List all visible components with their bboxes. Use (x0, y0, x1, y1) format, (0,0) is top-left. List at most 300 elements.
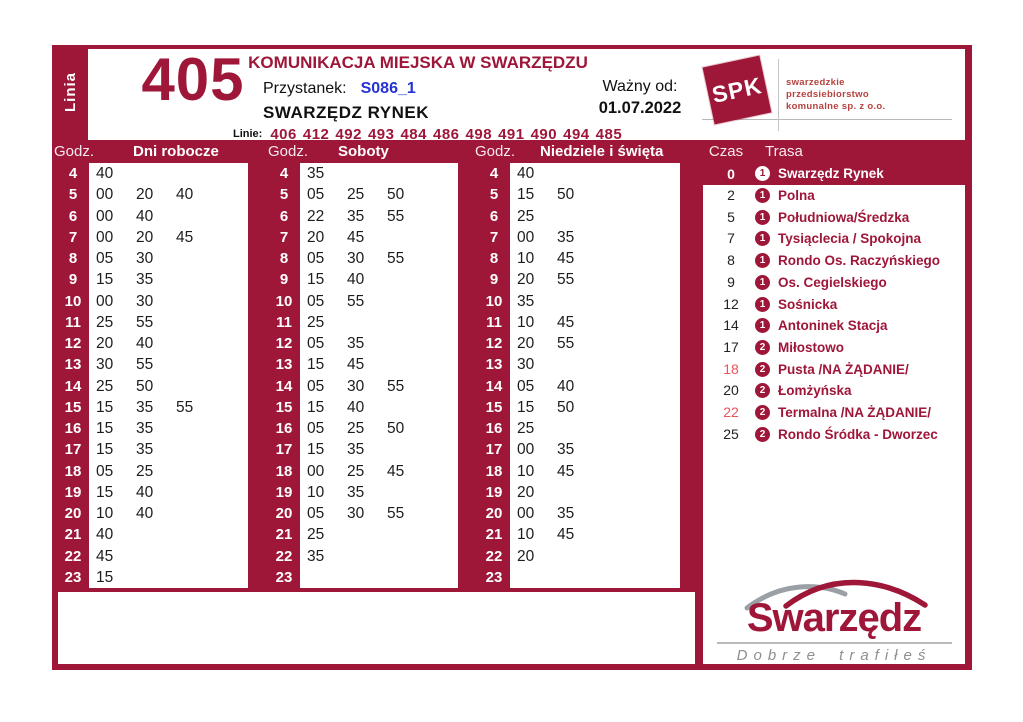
zone-badge-icon: 2 (755, 405, 770, 420)
minute-value: 25 (517, 207, 535, 225)
minute-value: 25 (347, 420, 365, 437)
minute-value: 45 (347, 228, 365, 246)
route-stop-name: Termalna /NA ŻĄDANIE/ (778, 405, 932, 420)
route-stop-row (703, 315, 965, 337)
minute-row (89, 206, 248, 227)
hour-cell: 17 (485, 441, 503, 459)
route-stop-time: 20 (723, 382, 739, 399)
hour-cell: 22 (275, 547, 293, 565)
minute-value: 55 (136, 313, 154, 331)
minute-value: 05 (307, 335, 325, 352)
route-stop-name: Polna (778, 188, 815, 203)
route-stop-name: Swarzędz Rynek (778, 166, 884, 181)
minute-value: 15 (307, 271, 325, 289)
route-stop-row (703, 185, 965, 207)
minute-row (510, 376, 680, 397)
city-brand-logo (703, 575, 965, 664)
minute-value: 35 (557, 441, 575, 459)
minute-value: 50 (557, 398, 575, 416)
minute-value: 50 (557, 186, 575, 204)
connecting-line-number: 491 (498, 126, 525, 143)
minute-row (89, 524, 248, 545)
minute-row (89, 546, 248, 567)
valid-from-label: Ważny od: (602, 78, 678, 95)
zone-badge-icon: 1 (755, 188, 770, 203)
minute-value: 15 (96, 398, 114, 416)
hour-cell: 23 (64, 568, 82, 586)
minute-value: 00 (96, 292, 114, 310)
minute-value: 45 (387, 462, 405, 480)
minute-value: 15 (307, 398, 325, 416)
minute-row (510, 248, 680, 269)
minute-value: 20 (307, 228, 325, 246)
hour-cell: 13 (275, 356, 293, 374)
minute-value: 25 (517, 420, 535, 437)
minute-row (300, 269, 458, 290)
minute-row (300, 184, 458, 205)
minute-value: 15 (96, 568, 114, 586)
hour-cell: 19 (64, 483, 82, 501)
hour-cell: 23 (485, 568, 503, 586)
route-stop-row (703, 380, 965, 402)
minute-value: 20 (517, 547, 535, 565)
minute-row (510, 291, 680, 312)
connecting-lines-label: Linie: (233, 128, 263, 140)
poster-frame (52, 45, 972, 670)
minute-value: 20 (96, 335, 114, 352)
minute-value: 30 (136, 250, 154, 267)
zone-badge-icon: 1 (755, 210, 770, 225)
minute-value: 40 (176, 186, 194, 204)
minute-row (89, 333, 248, 354)
minute-value: 30 (96, 356, 114, 374)
minute-value: 50 (387, 420, 405, 437)
minute-value: 20 (517, 271, 535, 289)
minute-value: 00 (96, 207, 114, 225)
hour-cell: 15 (64, 398, 82, 416)
hour-cell: 16 (275, 420, 293, 437)
minute-value: 25 (96, 313, 114, 331)
minute-row (510, 206, 680, 227)
hour-cell: 9 (489, 271, 499, 289)
minute-value: 00 (307, 462, 325, 480)
hour-cell: 9 (279, 271, 289, 289)
connecting-line-number: 498 (465, 126, 493, 143)
route-time-header: Czas (708, 143, 744, 160)
minute-value: 05 (307, 250, 325, 267)
hour-cell: 8 (489, 250, 499, 267)
hour-cell: 14 (485, 377, 503, 395)
minute-value: 55 (557, 271, 575, 289)
day-type-header-workdays: Dni robocze (133, 143, 219, 160)
minute-row (510, 227, 680, 248)
minute-row (89, 397, 248, 418)
minute-value: 40 (136, 483, 154, 501)
minute-value: 40 (96, 526, 114, 544)
minute-value: 35 (347, 483, 365, 501)
minute-row (300, 418, 458, 439)
route-stop-name: Antoninek Stacja (778, 318, 888, 334)
route-stop-name: Południowa/Średzka (778, 209, 910, 225)
minute-value: 35 (307, 547, 325, 565)
minute-value: 55 (176, 398, 194, 416)
route-stop-time: 2 (727, 187, 735, 203)
hour-cell: 18 (275, 462, 293, 480)
spk-company-line: komunalne sp. z o.o. (786, 101, 886, 112)
route-stop-name: Tysiąclecia / Spokojna (778, 231, 922, 247)
minute-row (89, 461, 248, 482)
minute-row (300, 354, 458, 375)
minute-value: 20 (136, 186, 154, 204)
minute-value: 45 (557, 250, 575, 267)
hours-header-saturdays: Godz. (267, 143, 309, 160)
minute-row (510, 397, 680, 418)
minute-value: 25 (307, 526, 325, 544)
minute-row (510, 163, 680, 184)
spk-company-name (786, 77, 885, 113)
hour-cell: 11 (486, 313, 502, 331)
minute-row (89, 482, 248, 503)
minute-row (89, 291, 248, 312)
minute-value: 40 (557, 377, 575, 395)
minute-row (510, 439, 680, 460)
hour-cell: 21 (485, 526, 503, 544)
hour-cell: 5 (279, 186, 289, 204)
minute-row (510, 503, 680, 524)
minute-value: 35 (136, 271, 154, 289)
minute-value: 25 (347, 186, 365, 204)
minute-value: 25 (307, 313, 325, 331)
header (88, 46, 965, 143)
hour-cell: 7 (279, 228, 289, 246)
route-stop-row (703, 228, 965, 250)
minute-value: 15 (307, 356, 325, 374)
hour-cell: 20 (275, 505, 293, 522)
connecting-line-number: 492 (335, 126, 362, 143)
minute-value: 40 (347, 271, 365, 289)
route-stop-time: 18 (723, 360, 739, 377)
hour-cell: 5 (489, 186, 499, 204)
connecting-line-number: 484 (400, 126, 427, 143)
page-title: KOMUNIKACJA MIEJSKA W SWARZĘDZU (248, 53, 588, 72)
route-stop-row (703, 424, 965, 446)
minute-value: 35 (136, 420, 154, 437)
hour-cell: 11 (65, 313, 81, 331)
minute-row (510, 461, 680, 482)
minute-row (510, 482, 680, 503)
minute-value: 30 (347, 250, 365, 267)
minute-value: 05 (517, 377, 535, 395)
hour-cell: 8 (68, 250, 78, 267)
line-side-tab-label: Linia (61, 72, 79, 113)
hour-cell: 7 (68, 228, 78, 246)
connecting-line-number: 494 (563, 126, 590, 143)
zone-badge-icon: 1 (755, 253, 770, 268)
minute-row (89, 248, 248, 269)
zone-badge-icon: 1 (755, 231, 770, 246)
minute-value: 15 (96, 483, 114, 501)
route-stop-row (703, 250, 965, 272)
zone-badge-icon: 1 (755, 166, 770, 181)
minute-value: 55 (387, 377, 405, 395)
minute-value: 35 (307, 165, 325, 182)
timetable-minutes-panel (89, 163, 248, 588)
hour-cell: 11 (276, 313, 292, 331)
zone-badge-icon: 2 (755, 340, 770, 355)
minute-row (300, 333, 458, 354)
minute-value: 10 (96, 505, 114, 522)
route-stop-row (703, 294, 965, 316)
hour-cell: 20 (64, 505, 82, 522)
zone-badge-icon: 2 (755, 362, 770, 377)
minute-value: 35 (557, 228, 575, 246)
hour-cell: 16 (485, 420, 503, 437)
minute-value: 15 (96, 441, 114, 459)
minute-value: 15 (517, 186, 535, 204)
minute-row (510, 418, 680, 439)
zone-badge-icon: 1 (755, 297, 770, 312)
hour-cell: 12 (64, 335, 82, 352)
minute-row (300, 482, 458, 503)
hours-header-sundays: Godz. (474, 143, 516, 160)
minute-value: 05 (307, 292, 325, 310)
minute-row (89, 163, 248, 184)
day-type-header-saturdays: Soboty (338, 143, 389, 160)
minute-row (89, 503, 248, 524)
minute-value: 30 (136, 292, 154, 310)
minute-row (300, 291, 458, 312)
minute-value: 10 (517, 250, 535, 267)
minute-row (300, 461, 458, 482)
minute-value: 40 (347, 398, 365, 416)
hour-cell: 23 (275, 568, 293, 586)
zone-badge-icon: 1 (755, 318, 770, 333)
minute-row (510, 312, 680, 333)
hour-cell: 18 (485, 462, 503, 480)
route-stop-row (703, 359, 965, 381)
minute-value: 55 (557, 335, 575, 352)
minute-value: 05 (96, 462, 114, 480)
minute-row (89, 567, 248, 588)
minute-row (300, 206, 458, 227)
hour-cell: 19 (275, 483, 293, 501)
minute-row (89, 354, 248, 375)
hour-cell: 5 (68, 186, 78, 204)
minute-value: 25 (136, 462, 154, 480)
hour-cell: 10 (275, 292, 293, 310)
route-stop-time: 8 (727, 252, 735, 269)
minute-value: 30 (347, 377, 365, 395)
minute-value: 45 (557, 526, 575, 544)
spk-company-line: swarzedzkie (786, 77, 845, 88)
connecting-line-number: 406 (270, 126, 297, 143)
minute-value: 05 (307, 186, 325, 204)
route-stop-name: Rondo Os. Raczyńskiego (778, 253, 941, 269)
minute-value: 55 (387, 207, 405, 225)
minute-value: 15 (96, 420, 114, 437)
hour-cell: 8 (279, 250, 289, 267)
minute-row (89, 418, 248, 439)
route-stop-name: Rondo Śródka - Dworzec (778, 426, 938, 442)
minute-value: 15 (307, 441, 325, 459)
minute-value: 00 (96, 228, 114, 246)
zone-badge-icon: 2 (755, 383, 770, 398)
route-panel (703, 185, 965, 664)
hour-cell: 17 (275, 441, 293, 459)
minute-row (89, 227, 248, 248)
minute-value: 40 (136, 505, 154, 522)
hour-cell: 10 (64, 292, 82, 310)
route-stop-name: Łomżyńska (778, 383, 852, 399)
column-headers-bar (52, 140, 972, 163)
minute-value: 45 (557, 313, 575, 331)
hour-cell: 6 (489, 207, 499, 225)
hour-cell: 4 (279, 165, 289, 182)
minute-row (300, 397, 458, 418)
hour-cell: 21 (64, 526, 82, 544)
brand-name: Swarzędz (746, 596, 922, 640)
hour-cell: 4 (68, 165, 78, 182)
hour-cell: 22 (485, 547, 503, 565)
route-stop-time: 12 (723, 295, 739, 312)
minute-value: 50 (387, 186, 405, 204)
hour-cell: 13 (485, 356, 503, 374)
minute-value: 50 (136, 377, 154, 395)
hour-cell: 15 (485, 398, 503, 416)
spk-diamond-icon (703, 56, 772, 125)
minute-row (89, 312, 248, 333)
minute-value: 45 (557, 462, 575, 480)
minute-value: 10 (517, 526, 535, 544)
minute-value: 45 (347, 356, 365, 374)
hour-cell: 7 (489, 228, 499, 246)
minute-row (300, 503, 458, 524)
hours-header-workdays: Godz. (53, 143, 95, 160)
hour-cell: 22 (64, 547, 82, 565)
hour-cell: 12 (485, 335, 503, 352)
route-stop-time: 22 (723, 404, 739, 420)
route-stop-time: 9 (727, 273, 735, 290)
minute-value: 55 (387, 250, 405, 267)
hour-cell: 13 (64, 356, 82, 374)
valid-from (582, 78, 698, 118)
minute-value: 00 (96, 186, 114, 204)
connecting-line-number: 485 (595, 126, 623, 143)
minute-value: 00 (517, 441, 535, 459)
minute-value: 35 (347, 335, 365, 352)
hour-cell: 9 (68, 271, 78, 289)
minute-value: 55 (347, 292, 365, 310)
route-stop-time: 0 (727, 166, 735, 182)
spk-logo (694, 55, 960, 137)
day-type-header-sundays: Niedziele i święta (540, 143, 664, 160)
minute-value: 55 (136, 356, 154, 374)
hour-cell: 12 (275, 335, 293, 352)
brand-tagline: Dobrze trafiłeś (736, 646, 932, 664)
minute-row (300, 567, 458, 588)
route-stop-time: 7 (727, 230, 735, 247)
hour-cell: 14 (64, 377, 82, 395)
minute-value: 22 (307, 207, 325, 225)
minute-value: 05 (307, 505, 325, 522)
route-stop-name: Miłostowo (778, 339, 844, 355)
minute-value: 05 (307, 420, 325, 437)
line-side-tab (52, 45, 88, 140)
minute-value: 35 (347, 441, 365, 459)
hour-cell: 6 (68, 207, 78, 225)
minute-value: 10 (307, 483, 325, 501)
minute-value: 05 (96, 250, 114, 267)
minute-value: 05 (307, 377, 325, 395)
minute-row (300, 163, 458, 184)
minute-value: 00 (517, 228, 535, 246)
valid-from-date: 01.07.2022 (598, 99, 682, 117)
minute-row (510, 546, 680, 567)
hour-cell: 19 (485, 483, 503, 501)
hour-cell: 6 (279, 207, 289, 225)
minute-value: 10 (517, 462, 535, 480)
minute-value: 55 (387, 505, 405, 522)
hour-cell: 21 (275, 526, 293, 544)
minute-row (300, 376, 458, 397)
hour-cell: 18 (64, 462, 82, 480)
connecting-line-number: 486 (433, 126, 460, 143)
route-stop-row (703, 337, 965, 359)
minute-row (510, 269, 680, 290)
route-stop-name: Sośnicka (778, 296, 838, 312)
hour-cell: 4 (489, 165, 499, 182)
route-stop-row (703, 207, 965, 229)
brand-divider (717, 642, 952, 644)
spk-logo-hline (702, 119, 952, 120)
minute-row (510, 354, 680, 375)
route-stop-time: 14 (723, 317, 739, 334)
route-stop-time: 5 (727, 208, 735, 225)
minute-value: 20 (517, 335, 535, 352)
minute-row (300, 439, 458, 460)
minute-row (300, 312, 458, 333)
minute-row (89, 269, 248, 290)
minute-value: 30 (517, 356, 535, 374)
minute-row (89, 376, 248, 397)
minute-value: 15 (517, 398, 535, 416)
stop-row (263, 80, 416, 98)
zone-badge-icon: 1 (755, 275, 770, 290)
minute-row (89, 184, 248, 205)
hour-cell: 16 (64, 420, 82, 437)
minute-value: 45 (176, 228, 194, 246)
hour-cell: 15 (275, 398, 293, 416)
minute-row (510, 184, 680, 205)
timetable-minutes-panel (300, 163, 458, 588)
minute-value: 20 (517, 483, 535, 501)
line-number: 405 (141, 46, 245, 113)
minute-value: 00 (517, 505, 535, 522)
hour-cell: 17 (64, 441, 82, 459)
minute-value: 35 (517, 292, 535, 310)
minute-value: 40 (517, 165, 535, 182)
minute-value: 45 (96, 547, 114, 565)
minute-row (510, 333, 680, 354)
route-stop-row (703, 402, 965, 424)
minute-row (510, 567, 680, 588)
connecting-line-number: 412 (302, 126, 330, 143)
connecting-line-number: 490 (530, 126, 558, 143)
route-stop-name: Pusta /NA ŻĄDANIE/ (778, 361, 909, 377)
minute-value: 30 (347, 505, 365, 522)
spk-logo-vline (778, 59, 779, 131)
minute-row (300, 227, 458, 248)
